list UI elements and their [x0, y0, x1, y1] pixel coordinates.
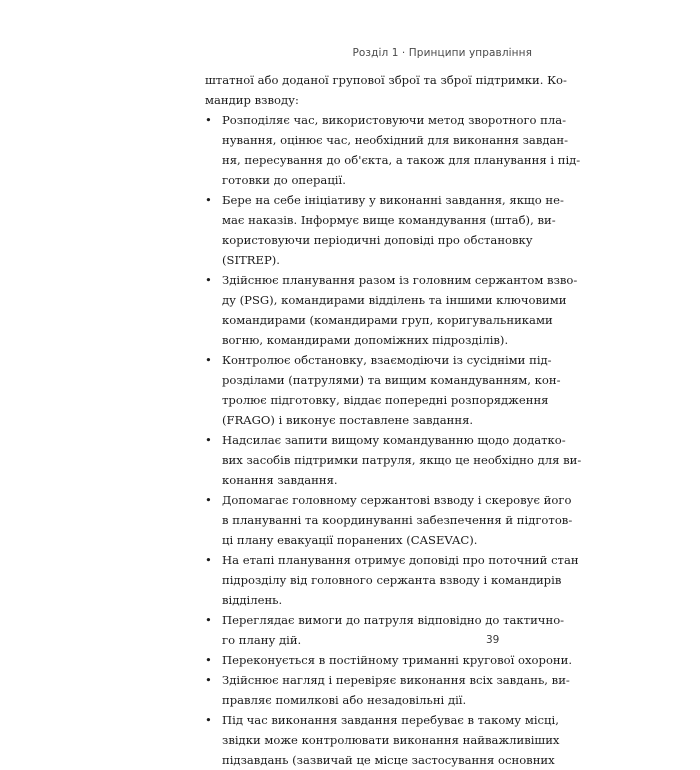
- list-item-continuation: [205, 630, 519, 650]
- line-text: готовки до операції.: [222, 173, 346, 187]
- list-item-text: Розподіляє час, використовуючи метод зворотного пла-: [222, 113, 567, 127]
- list-item-continuation: [205, 230, 533, 250]
- bullet-icon: •: [205, 193, 212, 207]
- list-item-continuation: [205, 590, 519, 610]
- list-item-continuation: [205, 130, 569, 150]
- bullet-icon: •: [205, 713, 212, 727]
- list-item-text: Допомагає головному сержантові взводу і скеровує його: [222, 493, 572, 507]
- line-text: вих засобів підтримки патруля, якщо це необхідно для ви-: [222, 453, 582, 467]
- list-item-continuation: [205, 390, 549, 410]
- line-text: звідки може контролювати виконання найважливіших: [222, 733, 560, 747]
- line-text: го плану дій.: [222, 633, 302, 647]
- list-item-text: На етапі планування отримує доповіді про поточний стан: [222, 553, 579, 567]
- list-item-text: Переконується в постійному триманні кругової охорони.: [222, 653, 573, 667]
- line-text: ці плану евакуації поранених (CASEVAC).: [222, 533, 478, 547]
- line-text: (FRAGO) і виконує поставлене завдання.: [222, 413, 474, 427]
- list-item-text: Бере на себе ініціативу у виконанні завдання, якщо не-: [222, 193, 564, 207]
- body-text: [205, 70, 582, 770]
- line-text: ня, пересування до об'єкта, а також для планування і під-: [222, 153, 581, 167]
- list-item: [205, 270, 578, 290]
- list-item: [205, 650, 573, 670]
- line-text: (SITREP).: [222, 253, 280, 267]
- list-item-text: Під час виконання завдання перебуває в такому місці,: [222, 713, 559, 727]
- list-item-continuation: [205, 730, 560, 750]
- bullet-icon: •: [205, 493, 212, 507]
- bullet-icon: •: [205, 273, 212, 287]
- list-item-continuation: [205, 290, 567, 310]
- list-item-continuation: [205, 750, 555, 770]
- list-item-continuation: [205, 690, 519, 710]
- list-item: [205, 350, 552, 370]
- list-item-continuation: [205, 150, 581, 170]
- line-text: має наказів. Інформує вище командування (штаб), ви-: [222, 213, 556, 227]
- bullet-icon: •: [205, 353, 212, 367]
- line-text: тролює підготовку, віддає попередні розпорядження: [222, 393, 549, 407]
- line-text: ду (PSG), командирами відділень та іншими ключовими: [222, 293, 567, 307]
- line-text: конання завдання.: [222, 473, 338, 487]
- list-item: [205, 550, 579, 570]
- list-item-continuation: [205, 170, 519, 190]
- line-text: нування, оцінює час, необхідний для виконання завдан-: [222, 133, 569, 147]
- list-item-continuation: [205, 410, 519, 430]
- paragraph-line: [205, 70, 567, 90]
- list-item: [205, 610, 565, 630]
- list-item-text: Контролює обстановку, взаємодіючи із сусідніми під-: [222, 353, 552, 367]
- paragraph-line: [205, 90, 519, 110]
- bullet-icon: •: [205, 653, 212, 667]
- list-item: [205, 710, 559, 730]
- list-item-continuation: [205, 570, 562, 590]
- list-item-continuation: [205, 530, 519, 550]
- line-text: підзавдань (зазвичай це місце застосування основних: [222, 753, 555, 767]
- list-item-continuation: [205, 330, 519, 350]
- line-text: вогню, командирами допоміжних підрозділів).: [222, 333, 509, 347]
- list-item: [205, 110, 567, 130]
- list-item: [205, 430, 566, 450]
- list-item-continuation: [205, 210, 556, 230]
- list-item-text: Здійснює планування разом із головним сержантом взво-: [222, 273, 578, 287]
- page-number: 39: [486, 634, 500, 646]
- line-text: штатної або доданої групової зброї та зброї підтримки. Ко-: [205, 73, 567, 87]
- list-item-continuation: [205, 510, 573, 530]
- list-item-continuation: [205, 310, 553, 330]
- list-item-continuation: [205, 450, 582, 470]
- line-text: розділами (патрулями) та вищим командуванням, кон-: [222, 373, 561, 387]
- bullet-icon: •: [205, 613, 212, 627]
- list-item: [205, 190, 564, 210]
- running-head: Розділ 1 · Принципи управління: [352, 47, 532, 59]
- line-text: підрозділу від головного сержанта взводу і командирів: [222, 573, 562, 587]
- line-text: мандир взводу:: [205, 93, 299, 107]
- line-text: правляє помилкові або незадовільні дії.: [222, 693, 467, 707]
- list-item: [205, 670, 570, 690]
- list-item-continuation: [205, 250, 519, 270]
- list-item: [205, 490, 572, 510]
- line-text: користовуючи періодичні доповіді про обстановку: [222, 233, 533, 247]
- list-item-text: Здійснює нагляд і перевіряє виконання всіх завдань, ви-: [222, 673, 570, 687]
- line-text: відділень.: [222, 593, 283, 607]
- bullet-icon: •: [205, 433, 212, 447]
- bullet-icon: •: [205, 673, 212, 687]
- list-item-continuation: [205, 370, 561, 390]
- list-item-continuation: [205, 470, 519, 490]
- line-text: командирами (командирами груп, коригувальниками: [222, 313, 553, 327]
- bullet-icon: •: [205, 113, 212, 127]
- list-item-text: Переглядає вимоги до патруля відповідно до тактично-: [222, 613, 565, 627]
- line-text: в плануванні та координуванні забезпечення й підготов-: [222, 513, 573, 527]
- list-item-text: Надсилає запити вищому командуванню щодо додатко-: [222, 433, 566, 447]
- bullet-icon: •: [205, 553, 212, 567]
